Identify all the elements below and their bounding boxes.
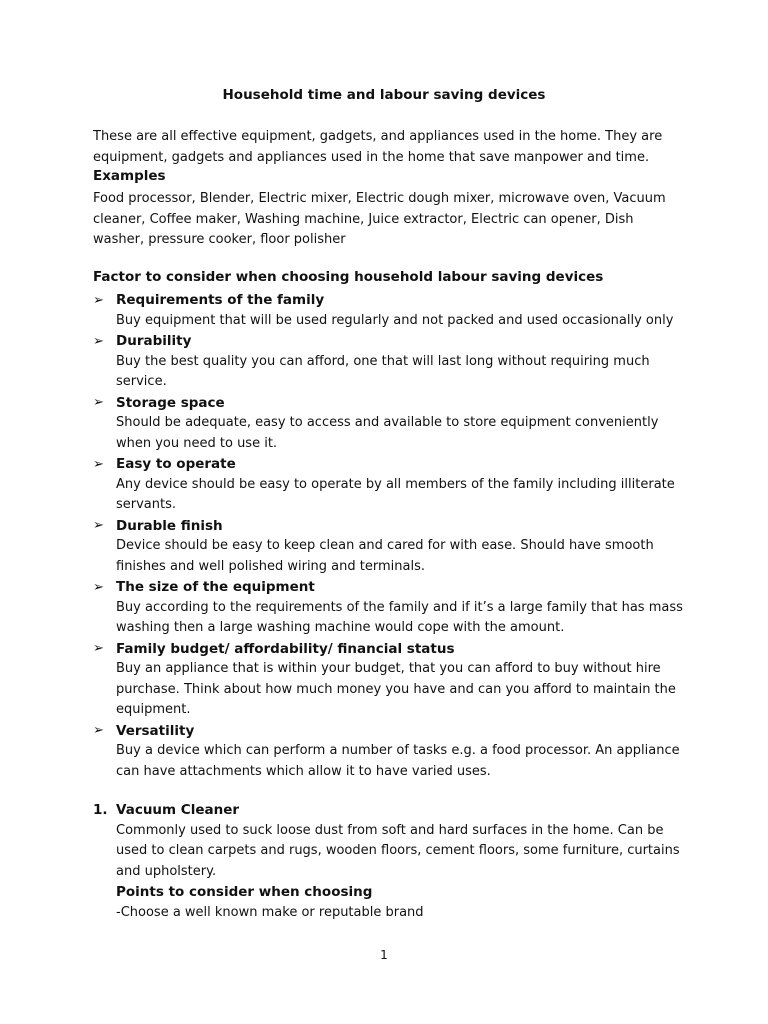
factor-title: Durable finish (116, 517, 223, 534)
arrow-bullet-icon: ➢ (93, 579, 104, 595)
arrow-bullet-icon: ➢ (93, 641, 104, 657)
factor-item (93, 639, 683, 721)
factor-text: Buy equipment that will be used regularly and not packed and used occasionally only (116, 312, 674, 328)
factors-list (93, 290, 683, 782)
factors-heading: Factor to consider when choosing household labour saving devices (93, 269, 604, 285)
factor-text: Buy according to the requirements of the family and if it’s a large family that has mass washing then a large washing machine would cope with the amount. (116, 599, 683, 635)
factor-title: Durability (116, 333, 192, 350)
vacuum-text: Commonly used to suck loose dust from soft and hard surfaces in the home. Can be used to clean carpets and rugs, wooden floors, cement floors, some furniture, curtains and upholstery. (116, 822, 680, 879)
factor-text: Any device should be easy to operate by all members of the family including illiterate servants. (116, 476, 675, 512)
arrow-bullet-icon: ➢ (93, 292, 104, 308)
intro-paragraph: These are all effective equipment, gadgets, and appliances used in the home. They are equipment, gadgets and appliances used in the home that save manpower and time. (93, 129, 663, 165)
factor-text: Should be adequate, easy to access and available to store equipment conveniently when you need to use it. (116, 415, 659, 451)
factor-text: Buy an appliance that is within your budget, that you can afford to buy without hire purchase. Think about how much money you have and can you afford to maintain the equipment. (116, 661, 676, 717)
vacuum-cleaner-section (93, 800, 683, 923)
factor-title: Family budget/ affordability/ financial status (116, 640, 455, 657)
page-number: 1 (380, 948, 388, 962)
arrow-bullet-icon: ➢ (93, 395, 104, 411)
factor-item (93, 577, 683, 639)
factor-item (93, 454, 683, 516)
factor-title: Easy to operate (116, 456, 236, 473)
point-item: -Choose a well known make or reputable brand (116, 904, 424, 920)
vacuum-title: Vacuum Cleaner (116, 802, 240, 819)
factor-item (93, 290, 683, 331)
factor-text: Buy a device which can perform a number of tasks e.g. a food processor. An appliance can have attachments which allow it to have varied uses. (116, 743, 680, 779)
factor-item (93, 516, 683, 578)
factor-title: Requirements of the family (116, 292, 325, 309)
list-number: 1. (93, 802, 108, 819)
factor-text: Device should be easy to keep clean and cared for with ease. Should have smooth finishes and well polished wiring and terminals. (116, 538, 654, 574)
arrow-bullet-icon: ➢ (93, 723, 104, 739)
arrow-bullet-icon: ➢ (93, 518, 104, 534)
factor-title: The size of the equipment (116, 579, 315, 596)
factor-item (93, 331, 683, 393)
examples-heading: Examples (93, 168, 166, 184)
factor-item (93, 393, 683, 455)
arrow-bullet-icon: ➢ (93, 333, 104, 349)
document-title: Household time and labour saving devices (222, 87, 546, 103)
examples-text: Food processor, Blender, Electric mixer, Electric dough mixer, microwave oven, Vacuum cleaner, Coffee maker, Washing machine, Juice extractor, Electric can opener, Dish washer, pressure cooker, floor polisher (93, 191, 666, 247)
arrow-bullet-icon: ➢ (93, 456, 104, 472)
points-heading: Points to consider when choosing (116, 884, 373, 900)
factor-text: Buy the best quality you can afford, one that will last long without requiring much service. (116, 353, 650, 389)
factor-title: Versatility (116, 722, 195, 739)
factor-item (93, 721, 683, 783)
factor-title: Storage space (116, 394, 225, 411)
